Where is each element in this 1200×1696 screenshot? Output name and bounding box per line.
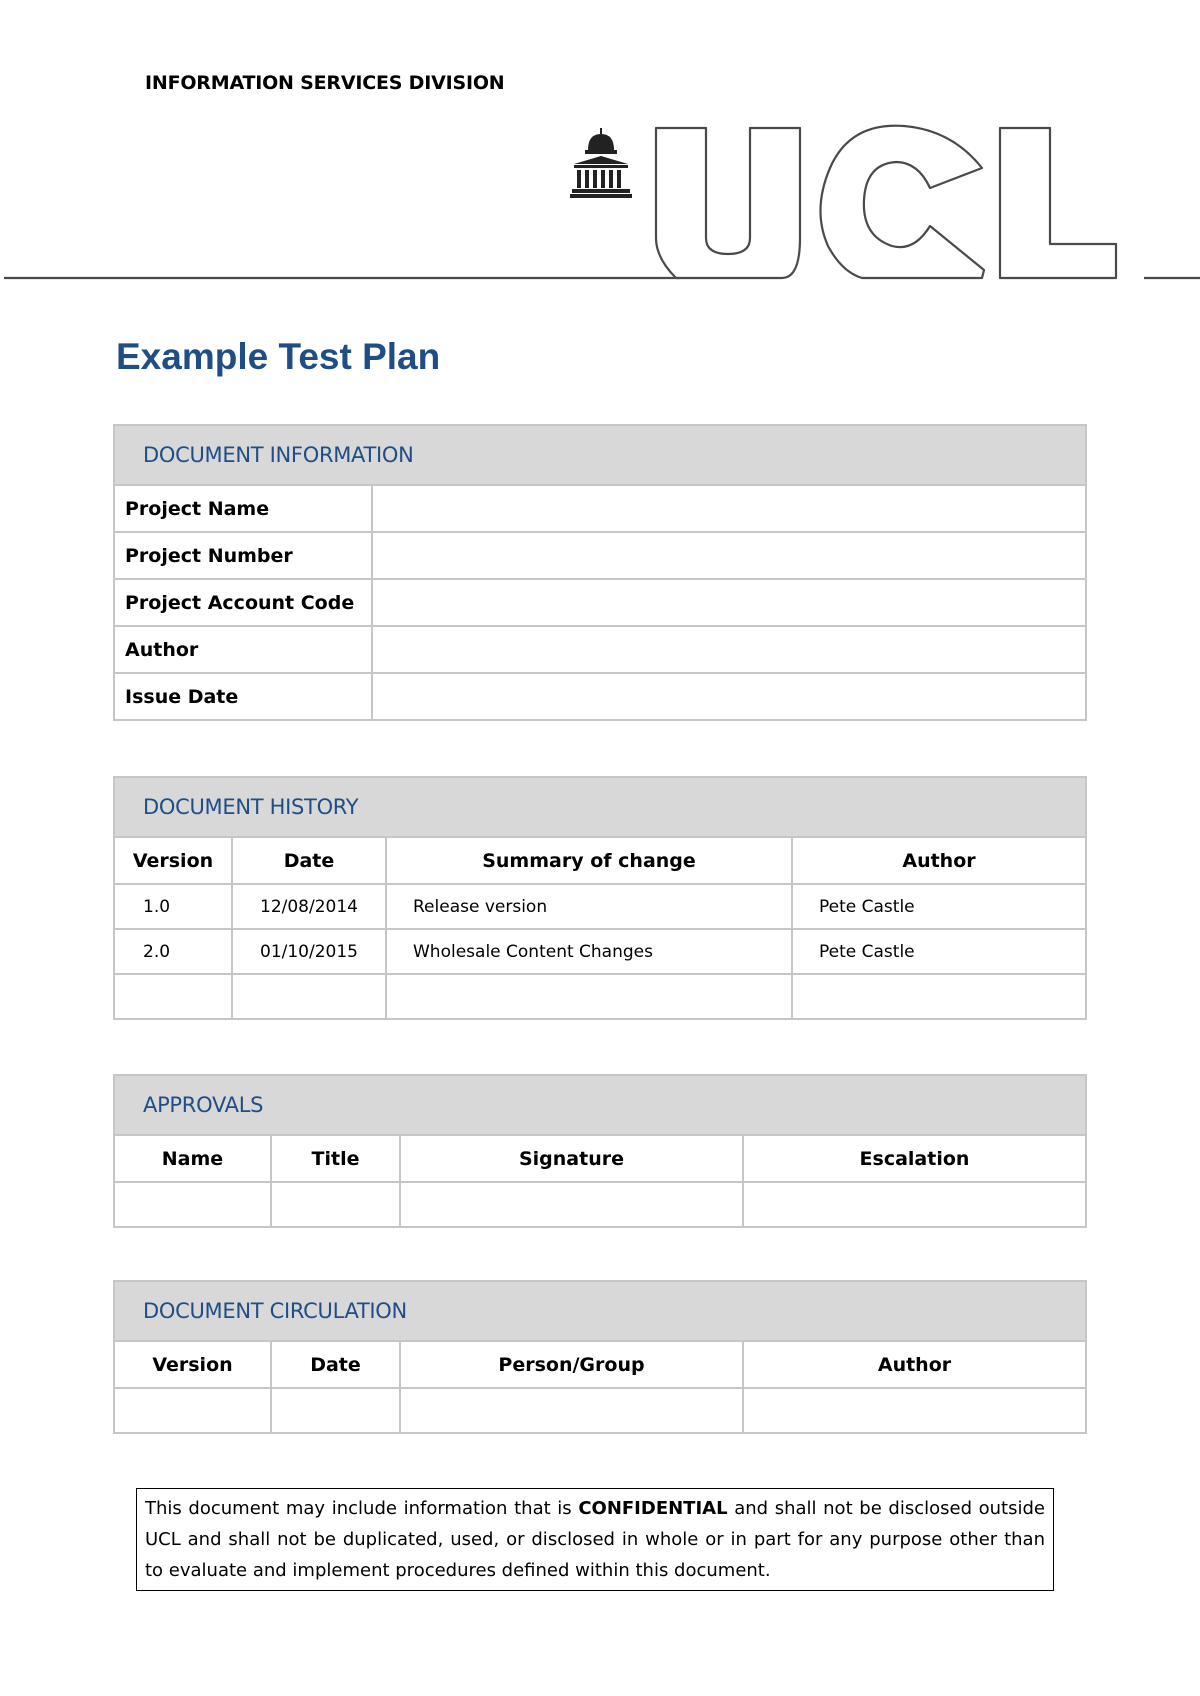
summary-cell: Release version (386, 884, 792, 929)
version-cell: 2.0 (114, 929, 232, 974)
author-cell: Pete Castle (792, 929, 1086, 974)
date-cell: 12/08/2014 (232, 884, 386, 929)
field-label: Project Account Code (114, 579, 372, 626)
table-row (114, 673, 1086, 720)
author-cell (743, 1388, 1086, 1433)
column-header: Title (271, 1135, 400, 1182)
author-cell: Pete Castle (792, 884, 1086, 929)
version-cell (114, 974, 232, 1019)
table-header-row (114, 1135, 1086, 1182)
ucl-letter-l (1000, 128, 1116, 278)
section-heading: APPROVALS (143, 1093, 264, 1117)
column-header: Author (743, 1341, 1086, 1388)
signature-cell (400, 1182, 743, 1227)
section-header (114, 1281, 1086, 1341)
table-row (114, 532, 1086, 579)
section-header (114, 777, 1086, 837)
document-information-table (113, 424, 1087, 721)
field-label: Issue Date (114, 673, 372, 720)
notice-text: This document may include information that is (145, 1498, 579, 1519)
field-label: Project Number (114, 532, 372, 579)
summary-cell (386, 974, 792, 1019)
ucl-letter-c (820, 126, 984, 278)
version-cell (114, 1388, 271, 1433)
portico-icon (570, 128, 632, 198)
version-cell: 1.0 (114, 884, 232, 929)
section-heading: DOCUMENT HISTORY (143, 795, 359, 819)
column-header: Person/Group (400, 1341, 743, 1388)
date-cell (271, 1388, 400, 1433)
date-cell: 01/10/2015 (232, 929, 386, 974)
column-header: Date (232, 837, 386, 884)
field-value (372, 532, 1086, 579)
ucl-letter-u (656, 128, 800, 278)
table-row (114, 974, 1086, 1019)
column-header: Escalation (743, 1135, 1086, 1182)
date-cell (232, 974, 386, 1019)
section-header (114, 425, 1086, 485)
document-title: Example Test Plan (116, 336, 441, 377)
ucl-logo (0, 0, 1200, 300)
approvals-table (113, 1074, 1087, 1228)
column-header: Signature (400, 1135, 743, 1182)
document-circulation-table (113, 1280, 1087, 1434)
section-header (114, 1075, 1086, 1135)
column-header: Name (114, 1135, 271, 1182)
division-name: INFORMATION SERVICES DIVISION (145, 72, 505, 94)
table-row (114, 579, 1086, 626)
field-value (372, 485, 1086, 532)
summary-cell: Wholesale Content Changes (386, 929, 792, 974)
field-label: Author (114, 626, 372, 673)
section-heading: DOCUMENT CIRCULATION (143, 1299, 407, 1323)
person-group-cell (400, 1388, 743, 1433)
column-header: Version (114, 1341, 271, 1388)
field-label: Project Name (114, 485, 372, 532)
escalation-cell (743, 1182, 1086, 1227)
field-value (372, 673, 1086, 720)
confidentiality-notice (136, 1488, 1054, 1591)
table-row (114, 485, 1086, 532)
title-cell (271, 1182, 400, 1227)
table-row (114, 1388, 1086, 1433)
table-header-row (114, 1341, 1086, 1388)
table-row (114, 1182, 1086, 1227)
table-row (114, 929, 1086, 974)
table-row (114, 626, 1086, 673)
field-value (372, 579, 1086, 626)
field-value (372, 626, 1086, 673)
column-header: Summary of change (386, 837, 792, 884)
table-row (114, 884, 1086, 929)
document-history-table (113, 776, 1087, 1020)
column-header: Date (271, 1341, 400, 1388)
author-cell (792, 974, 1086, 1019)
notice-emphasis: CONFIDENTIAL (578, 1498, 728, 1519)
name-cell (114, 1182, 271, 1227)
notice-text: and shall not be disclosed outside UCL and shall not be duplicated, used, or disclosed in whole or in part for any purpose other than to evaluate and implement procedures defined within this document. (145, 1498, 1045, 1581)
section-heading: DOCUMENT INFORMATION (143, 443, 414, 467)
table-header-row (114, 837, 1086, 884)
column-header: Version (114, 837, 232, 884)
column-header: Author (792, 837, 1086, 884)
